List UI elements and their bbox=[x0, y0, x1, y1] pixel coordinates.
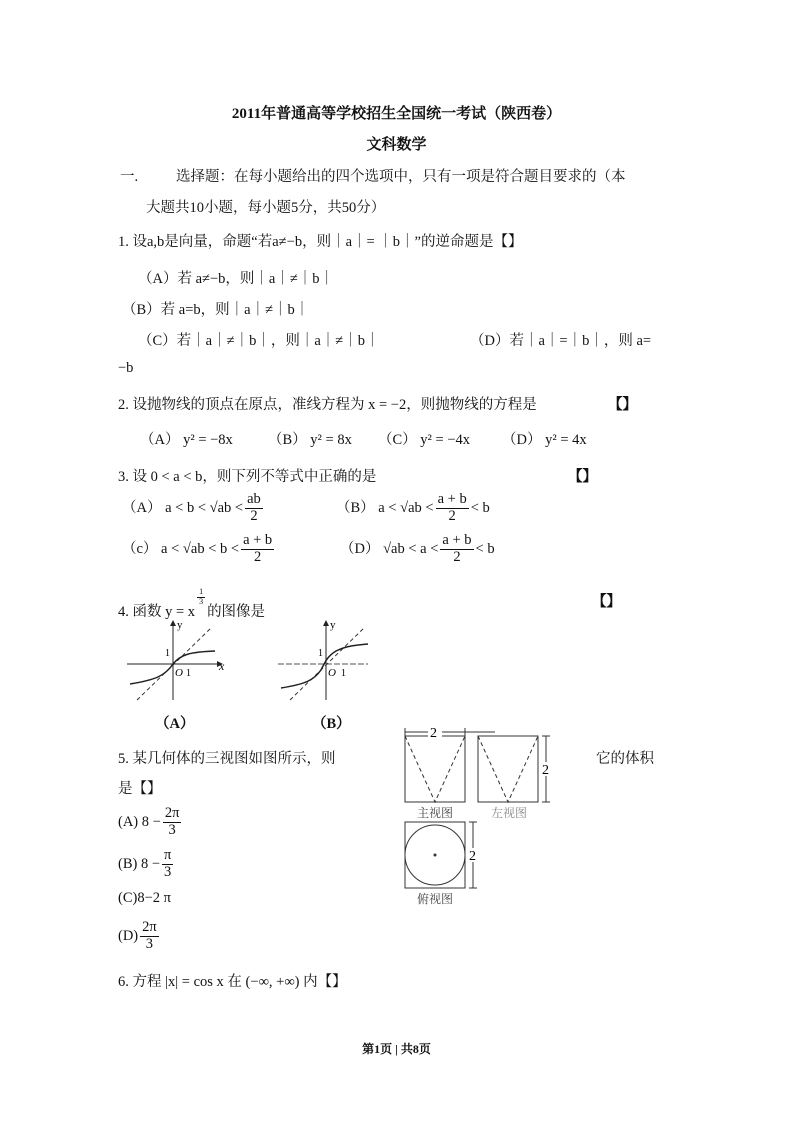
exam-title: 2011年普通高等学校招生全国统一考试（陕西卷） bbox=[231, 106, 562, 122]
q5-stem: 5. 某几何体的三视图如图所示，则 bbox=[118, 751, 336, 767]
svg-text:左视图: 左视图 bbox=[491, 806, 528, 820]
q1-option-b: （B）若 a=b，则｜a｜≠｜b｜ bbox=[122, 302, 310, 318]
q3-option-b: （B） a < √ab < $\frac{a + b}{2}$ < b bbox=[336, 491, 490, 524]
q4-caption-a: （A） bbox=[155, 716, 195, 732]
q1-option-a: （A）若 a≠−b，则｜a｜≠｜b｜ bbox=[138, 271, 335, 287]
svg-text:y: y bbox=[177, 619, 183, 631]
svg-text:O: O bbox=[175, 667, 183, 679]
q2-answer-bracket: 【】 bbox=[608, 397, 637, 413]
q4-graph-b bbox=[276, 618, 376, 703]
q5-option-a: (A) 8 − $\frac{2\pi}{3}$ bbox=[118, 805, 180, 838]
svg-text:1: 1 bbox=[318, 648, 323, 659]
section-instructions: 选择题：在每小题给出的四个选项中，只有一项是符合题目要求的（本 bbox=[176, 169, 626, 185]
q4-graph-a bbox=[125, 618, 225, 703]
svg-text:1: 1 bbox=[186, 668, 191, 679]
q3-option-a: （A） a < b < √ab < $\frac{ab}{2}$ bbox=[122, 491, 261, 524]
q5-option-b: (B) 8 − $\frac{\pi}{3}$ bbox=[118, 847, 172, 880]
q1-stem: 1. 设a,b是向量，命题“若a≠−b，则｜a｜= ｜b｜”的逆命题是【】 bbox=[118, 234, 523, 250]
q3-stem: 3. 设 0 < a < b，则下列不等式中正确的是 bbox=[118, 469, 377, 485]
q1-option-c: （C）若｜a｜≠｜b｜，则｜a｜≠｜b｜ bbox=[138, 333, 380, 349]
svg-text:x: x bbox=[219, 659, 225, 673]
svg-text:主视图: 主视图 bbox=[417, 806, 454, 820]
q3-option-c: （c） a < √ab < b < $\frac{a + b}{2}$ bbox=[122, 532, 273, 565]
q3-answer-bracket: 【】 bbox=[568, 469, 597, 485]
svg-text:1: 1 bbox=[165, 648, 170, 659]
exam-subtitle: 文科数学 bbox=[366, 137, 427, 153]
q2-option-a: （A） y² = −8x bbox=[140, 432, 233, 448]
q2-option-c: （C） y² = −4x bbox=[378, 432, 470, 448]
svg-text:俯视图: 俯视图 bbox=[417, 892, 454, 906]
q5-option-d: (D) $\frac{2\pi}{3}$ bbox=[118, 919, 157, 952]
q1-option-d-cont: −b bbox=[118, 360, 134, 376]
q2-option-b: （B） y² = 8x bbox=[268, 432, 352, 448]
section-instructions-cont: 大题共10小题，每小题5分，共50分） bbox=[146, 200, 386, 216]
q4-caption-b: （B） bbox=[312, 716, 351, 732]
svg-text:2: 2 bbox=[469, 849, 476, 864]
q5-option-c: (C)8−2 π bbox=[118, 890, 171, 906]
q2-stem: 2. 设抛物线的顶点在原点，准线方程为 x = −2，则抛物线的方程是 bbox=[118, 397, 537, 413]
svg-text:O: O bbox=[328, 667, 336, 679]
q1-option-d: （D）若｜a｜=｜b｜，则 a= bbox=[470, 333, 652, 349]
q5-stem-tail: 它的体积 bbox=[596, 751, 654, 767]
q4-stem: 4. 函数 y = x $\frac{1}{3}$ 的图像是 bbox=[118, 587, 266, 620]
svg-text:1: 1 bbox=[341, 668, 346, 679]
svg-text:2: 2 bbox=[430, 726, 437, 741]
section-number: 一. bbox=[120, 169, 139, 185]
q6-stem: 6. 方程 |x| = cos x 在 (−∞, +∞) 内【】 bbox=[118, 974, 347, 990]
svg-text:2: 2 bbox=[542, 763, 549, 778]
q3-option-d: （D） √ab < a < $\frac{a + b}{2}$ < b bbox=[340, 532, 495, 565]
q2-option-d: （D） y² = 4x bbox=[502, 432, 587, 448]
q4-answer-bracket: 【】 bbox=[592, 594, 621, 610]
q5-three-view-figure bbox=[395, 722, 570, 917]
q5-stem-cont: 是【】 bbox=[118, 781, 162, 797]
svg-text:y: y bbox=[330, 619, 336, 631]
page-footer: 第1页 | 共8页 bbox=[362, 1042, 431, 1056]
